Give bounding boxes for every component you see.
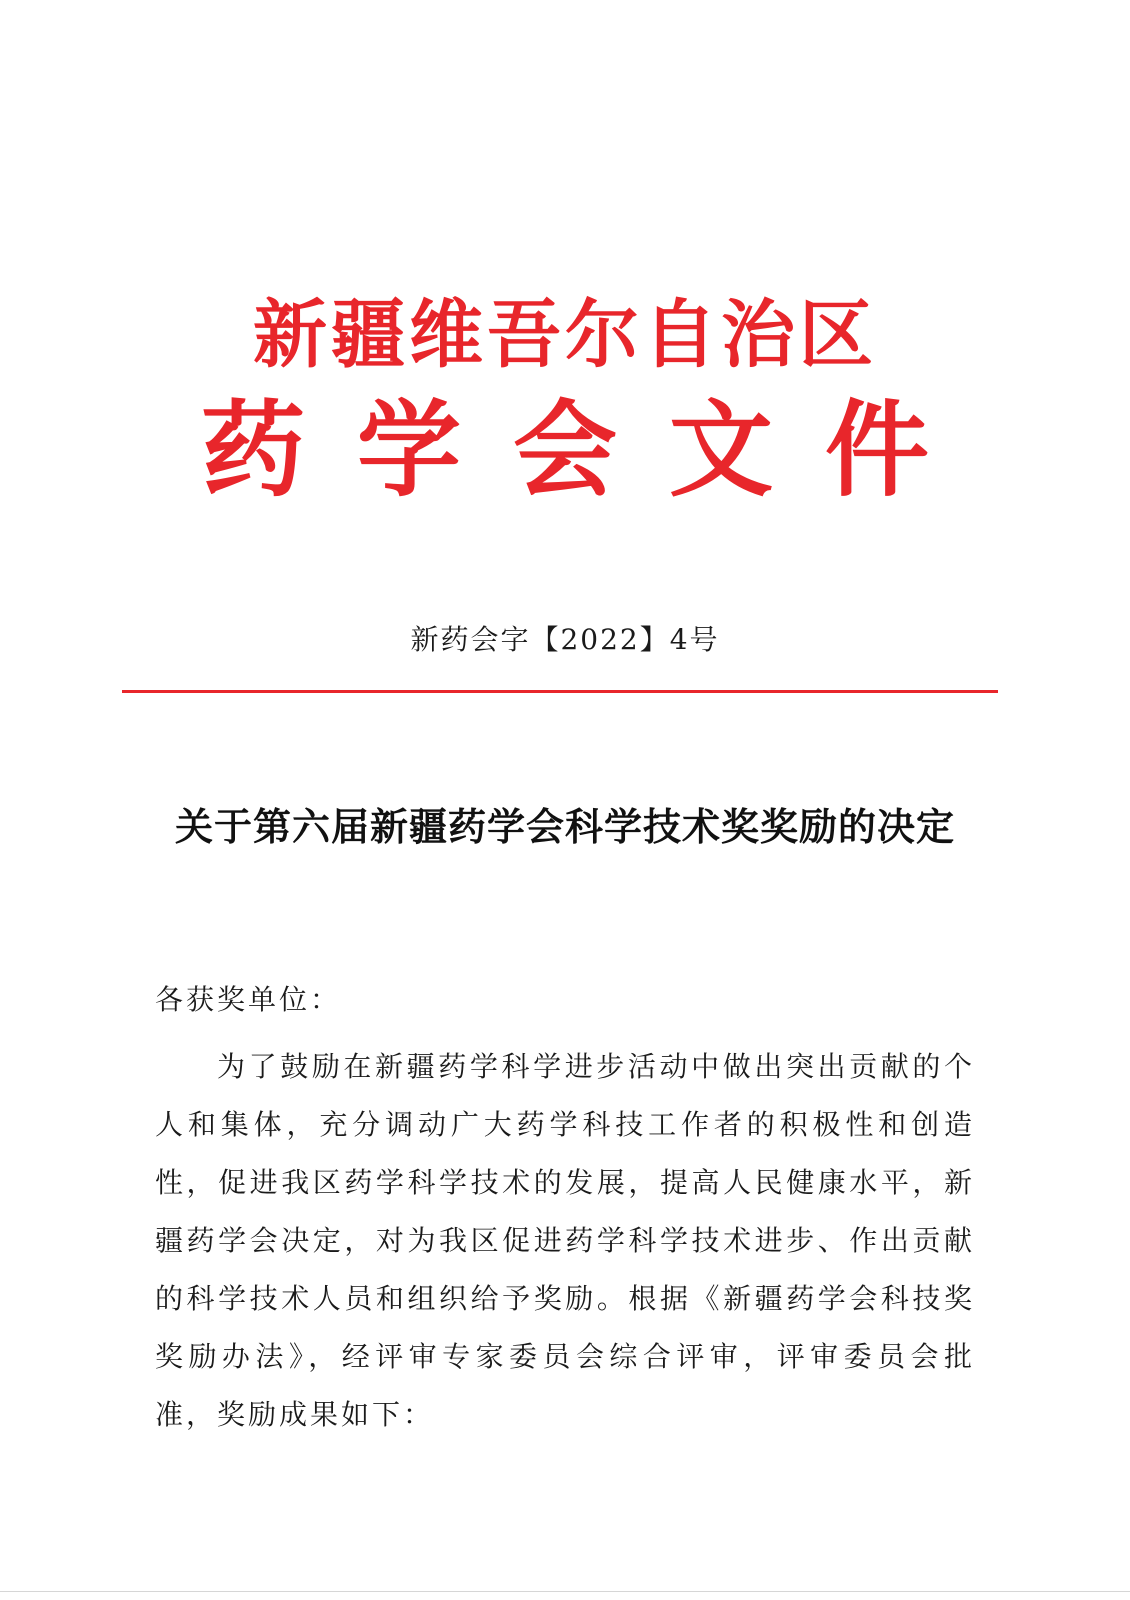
scan-edge-line xyxy=(0,1591,1130,1592)
document-number: 新药会字【2022】4号 xyxy=(410,623,720,656)
document-type-heading: 药学会文件 xyxy=(200,388,981,511)
issuer-heading: 新疆维吾尔自治区 xyxy=(253,292,877,378)
salutation: 各获奖单位： xyxy=(155,983,342,1016)
red-divider-line xyxy=(122,690,998,693)
document-title: 关于第六届新疆药学会科学技术奖奖励的决定 xyxy=(174,804,955,849)
body-paragraph: 为了鼓励在新疆药学科学进步活动中做出突出贡献的个人和集体，充分调动广大药学科技工作者的积极性和创造性，促进我区药学科学技术的发展，提高人民健康水平，新疆药学会决定，对为我区促进药学科学技术进步、作出贡献的科学技术人员和组织给予奖励。根据《新疆药学会科技奖奖励办法》，经评审专家委员会综合评审，评审委员会批准，奖励成果如下： xyxy=(155,1050,975,1431)
